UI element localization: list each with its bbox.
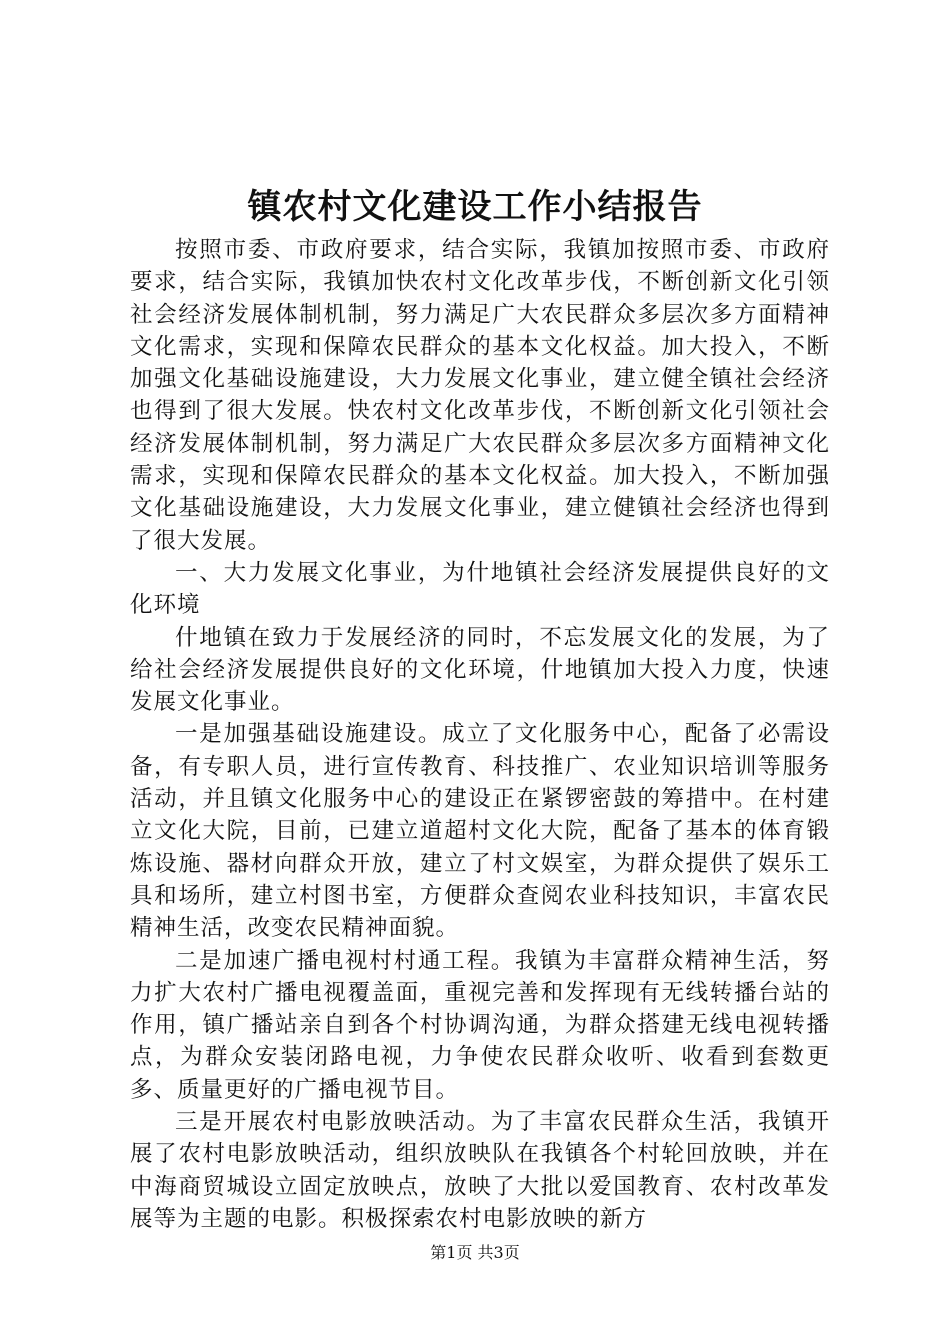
document-body [130,234,830,1235]
page-number-footer: 第1页 共3页 [430,1243,520,1262]
point-three-paragraph: 三是开展农村电影放映活动。为了丰富农民群众生活，我镇开展了农村电影放映活动，组织放映队在我镇各个村轮回放映，并在中海商贸城设立固定放映点，放映了大批以爱国教育、农村改革发展等为主题的电影。积极探索农村电影放映的新方 [130,1109,830,1232]
section-heading: 一、大力发展文化事业，为什地镇社会经济发展提供良好的文化环境 [130,559,830,619]
section-intro-paragraph: 什地镇在致力于发展经济的同时，不忘发展文化的发展，为了给社会经济发展提供良好的文化环境，什地镇加大投入力度，快速发展文化事业。 [130,624,830,716]
intro-paragraph: 按照市委、市政府要求，结合实际，我镇加按照市委、市政府要求，结合实际，我镇加快农村文化改革步伐，不断创新文化引领社会经济发展体制机制，努力满足广大农民群众多层次多方面精神文化需求，实现和保障农民群众的基本文化权益。加大投入，不断加强文化基础设施建设，大力发展文化事业，建立健全镇社会经济也得到了很大发展。快农村文化改革步伐，不断创新文化引领社会经济发展体制机制，努力满足广大农民群众多层次多方面精神文化需求，实现和保障农民群众的基本文化权益。加大投入，不断加强文化基础设施建设，大力发展文化事业，建立健镇社会经济也得到了很大发展。 [130,237,830,554]
point-one-paragraph: 一是加强基础设施建设。成立了文化服务中心，配备了必需设备，有专职人员，进行宣传教育、科技推广、农业知识培训等服务活动，并且镇文化服务中心的建设正在紧锣密鼓的筹措中。在村建立文化大院，目前，已建立道超村文化大院，配备了基本的体育锻炼设施、器材向群众开放，建立了村文娱室，为群众提供了娱乐工具和场所，建立村图书室，方便群众查阅农业科技知识，丰富农民精神生活，改变农民精神面貌。 [130,721,830,942]
document-title: 镇农村文化建设工作小结报告 [247,187,703,227]
point-two-paragraph: 二是加速广播电视村村通工程。我镇为丰富群众精神生活，努力扩大农村广播电视覆盖面，重视完善和发挥现有无线转播台站的作用，镇广播站亲自到各个村协调沟通，为群众搭建无线电视转播点，为群众安装闭路电视，力争使农民群众收听、收看到套数更多、质量更好的广播电视节目。 [130,947,830,1103]
